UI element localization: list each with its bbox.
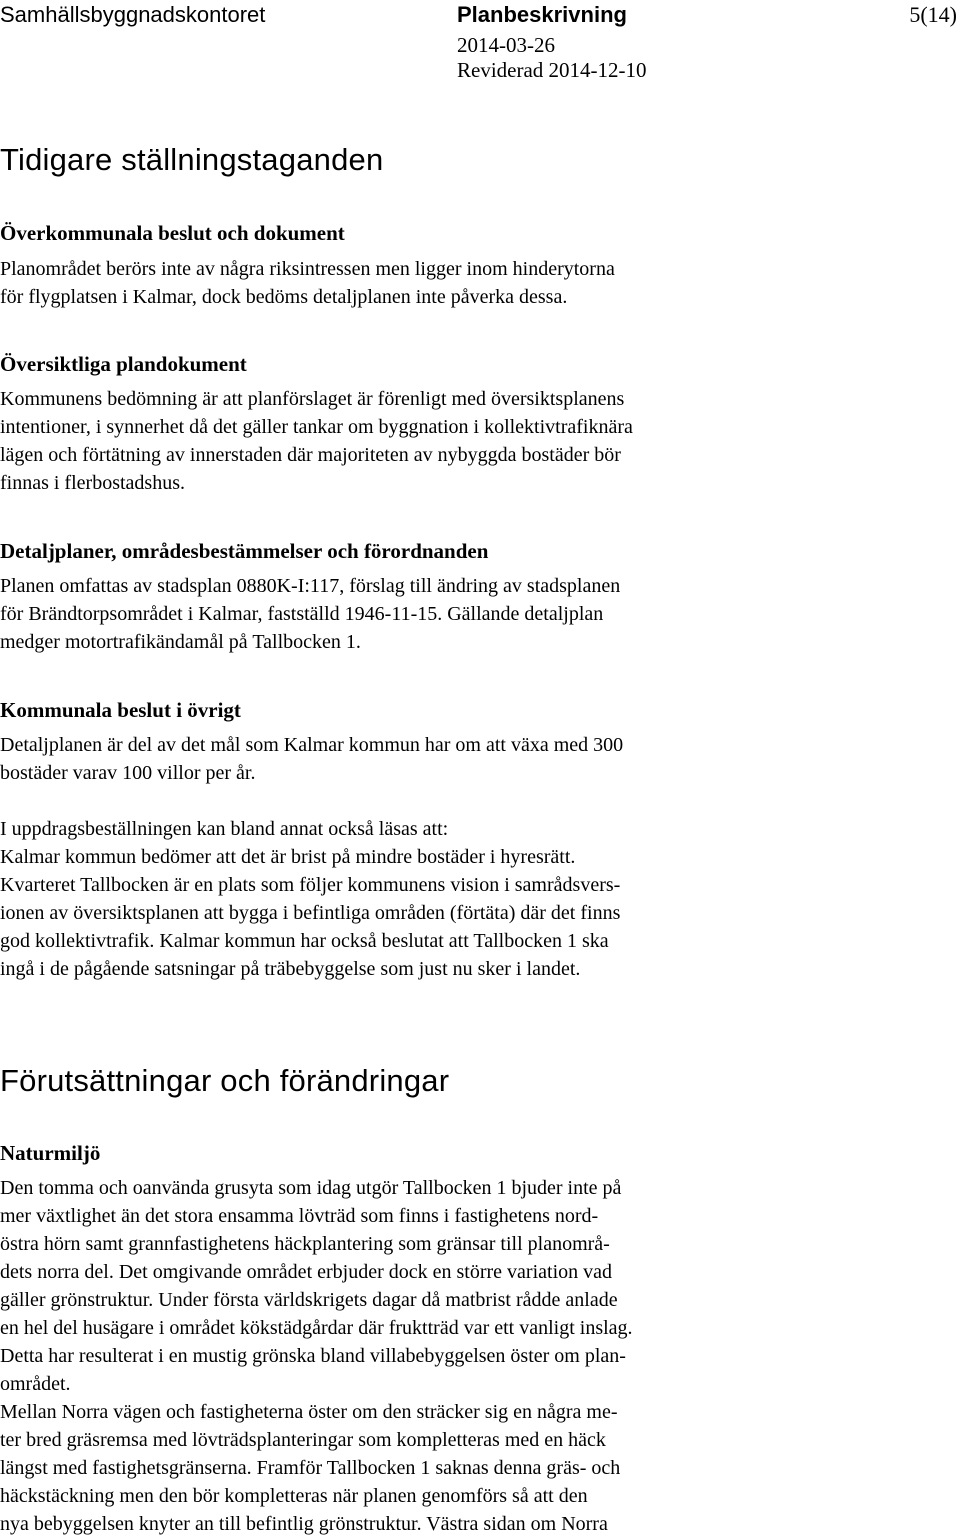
text-line: Detta har resulterat i en mustig grönska bland villabebyggelsen öster om plan- <box>0 1345 626 1367</box>
paragraph-overkommunala <box>0 255 960 311</box>
paragraph-naturmiljo <box>0 1174 960 1538</box>
text-line: östra hörn samt grannfastighetens häckplantering som gränsar till planområ- <box>0 1233 610 1255</box>
text-line: Kommunens bedömning är att planförslaget är förenligt med översiktsplanens <box>0 388 625 410</box>
text-line: för Brändtorpsområdet i Kalmar, fastställd 1946-11-15. Gällande detaljplan <box>0 603 604 625</box>
paragraph-uppdragsbestallning <box>0 815 960 983</box>
page-number: 5(14) <box>909 2 957 27</box>
text-line: gäller grönstruktur. Under första världskrigets dagar då matbrist rådde anlade <box>0 1289 618 1311</box>
text-line: medger motortrafikändamål på Tallbocken 1. <box>0 631 361 653</box>
text-line: Kalmar kommun bedömer att det är brist på mindre bostäder i hyresrätt. <box>0 846 576 868</box>
text-line: nya bebyggelsen knyter an till befintlig grönstruktur. Västra sidan om Norra <box>0 1513 608 1535</box>
subheading-detaljplaner: Detaljplaner, områdesbestämmelser och förordnanden <box>0 539 489 563</box>
department-name: Samhällsbyggnadskontoret <box>0 2 266 27</box>
text-line: för flygplatsen i Kalmar, dock bedöms detaljplanen inte påverka dessa. <box>0 286 568 308</box>
text-line: Detaljplanen är del av det mål som Kalmar kommun har om att växa med 300 <box>0 734 624 756</box>
text-line: god kollektivtrafik. Kalmar kommun har också beslutat att Tallbocken 1 ska <box>0 930 609 952</box>
text-line: en hel del husägare i området kökstädgårdar där fruktträd var ett vanligt inslag. <box>0 1317 633 1339</box>
document-title: Planbeskrivning <box>457 2 627 27</box>
text-line: häckstäckning men den bör kompletteras när planen genomförs så att den <box>0 1485 588 1507</box>
paragraph-oversiktliga <box>0 385 960 497</box>
subheading-overkommunala: Överkommunala beslut och dokument <box>0 221 345 245</box>
subheading-kommunala-beslut: Kommunala beslut i övrigt <box>0 698 241 722</box>
text-line: Kvarteret Tallbocken är en plats som följer kommunens vision i samrådsvers- <box>0 874 621 896</box>
text-line: finnas i flerbostadshus. <box>0 472 185 494</box>
text-line: Planen omfattas av stadsplan 0880K-I:117, förslag till ändring av stadsplanen <box>0 575 621 597</box>
revision-date: Reviderad 2014-12-10 <box>457 58 647 82</box>
subheading-oversiktliga: Översiktliga plandokument <box>0 352 247 376</box>
page-header <box>0 0 960 90</box>
paragraph-detaljplaner <box>0 572 960 656</box>
text-line: Den tomma och oanvända grusyta som idag utgör Tallbocken 1 bjuder inte på <box>0 1177 622 1199</box>
text-line: bostäder varav 100 villor per år. <box>0 762 256 784</box>
text-line: mer växtlighet än det stora ensamma lövträd som finns i fastighetens nord- <box>0 1205 599 1227</box>
text-line: ingå i de pågående satsningar på träbebyggelse som just nu sker i landet. <box>0 958 581 980</box>
section-heading-forutsattningar: Förutsättningar och förändringar <box>0 1063 450 1098</box>
text-line: lägen och förtätning av innerstaden där majoriteten av nybyggda bostäder bör <box>0 444 621 466</box>
text-line: I uppdragsbeställningen kan bland annat också läsas att: <box>0 818 449 840</box>
text-line: intentioner, i synnerhet då det gäller tankar om byggnation i kollektivtrafiknära <box>0 416 633 438</box>
paragraph-kommunala-beslut <box>0 731 960 787</box>
text-line: dets norra del. Det omgivande området erbjuder dock en större variation vad <box>0 1261 613 1283</box>
text-line: ionen av översiktsplanen att bygga i befintliga områden (förtäta) där det finns <box>0 902 621 924</box>
subheading-naturmiljo: Naturmiljö <box>0 1141 101 1165</box>
text-line: Mellan Norra vägen och fastigheterna öster om den sträcker sig en några me- <box>0 1401 618 1423</box>
text-line: längst med fastighetsgränserna. Framför Tallbocken 1 saknas denna gräs- och <box>0 1457 621 1479</box>
section-heading-tidigare: Tidigare ställningstaganden <box>0 142 384 177</box>
text-line: ter bred gräsremsa med lövträdsplanteringar som kompletteras med en häck <box>0 1429 606 1451</box>
text-line: området. <box>0 1373 71 1395</box>
document-date: 2014-03-26 <box>457 33 555 57</box>
text-line: Planområdet berörs inte av några riksintressen men ligger inom hinderytorna <box>0 258 615 280</box>
